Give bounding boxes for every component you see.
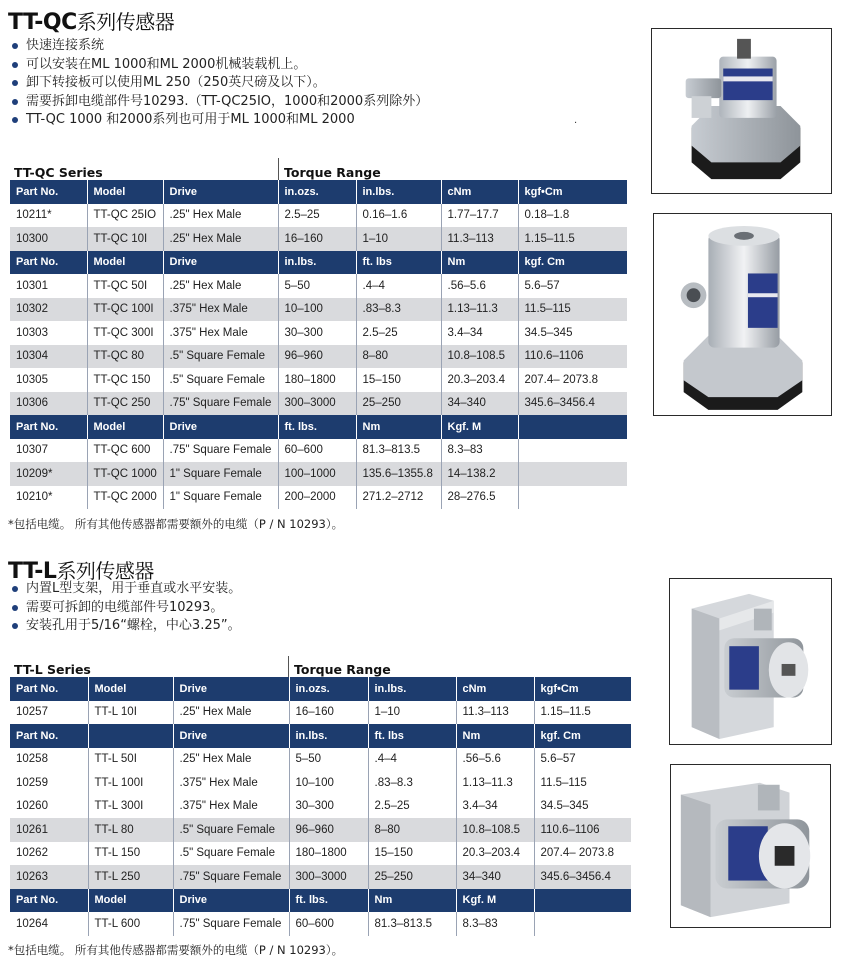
table-cell: 10307 xyxy=(10,439,87,463)
table-cell: .5" Square Female xyxy=(173,818,289,842)
table-cell: .25" Hex Male xyxy=(173,748,289,772)
column-header: Nm xyxy=(441,251,518,275)
table-cell: 25–250 xyxy=(356,392,441,416)
table-cell: 1" Square Female xyxy=(163,486,278,510)
table-cell: 1.13–11.3 xyxy=(441,298,518,322)
table-cell: 10259 xyxy=(10,771,88,795)
table-cell: .375" Hex Male xyxy=(173,771,289,795)
column-header: Kgf. M xyxy=(441,415,518,439)
table-cell: 34–340 xyxy=(441,392,518,416)
table-row xyxy=(10,462,627,486)
tt-l-footnote: *包括电缆。 所有其他传感器都需要额外的电缆（P / N 10293）。 xyxy=(8,943,344,957)
column-header: kgf. Cm xyxy=(534,724,631,748)
table-cell: 60–600 xyxy=(289,912,368,936)
table-cell: TT-L 300I xyxy=(88,795,173,819)
tt-l-title-en: TT-L xyxy=(8,559,57,584)
table-cell: 10211* xyxy=(10,204,87,228)
table-header-row xyxy=(10,724,631,748)
table-cell: .4–4 xyxy=(368,748,456,772)
column-header: cNm xyxy=(456,677,534,701)
table-header-row xyxy=(10,251,627,275)
table-cell: TT-L 100I xyxy=(88,771,173,795)
column-header: Part No. xyxy=(10,180,87,204)
tt-qc-sensor-photo-2 xyxy=(653,213,832,416)
column-header: in.lbs. xyxy=(356,180,441,204)
column-header: Drive xyxy=(173,889,289,913)
table-cell: 5.6–57 xyxy=(518,274,627,298)
table-cell: 10257 xyxy=(10,701,88,725)
table-row xyxy=(10,795,631,819)
table-cell: .83–8.3 xyxy=(368,771,456,795)
table-cell: 10263 xyxy=(10,865,88,889)
table-row xyxy=(10,771,631,795)
table-cell: .25" Hex Male xyxy=(163,274,278,298)
table-cell: 11.3–113 xyxy=(441,227,518,251)
table-cell: 28–276.5 xyxy=(441,486,518,510)
column-header: kgf•Cm xyxy=(534,677,631,701)
column-header: Part No. xyxy=(10,677,88,701)
table-cell: 300–3000 xyxy=(289,865,368,889)
table-cell: TT-L 150 xyxy=(88,842,173,866)
table-row xyxy=(10,227,627,251)
table-row xyxy=(10,818,631,842)
table-cell: 96–960 xyxy=(289,818,368,842)
list-item: 卸下转接板可以使用ML 250（250英尺磅及以下）。 xyxy=(10,74,428,93)
table-cell: 10.8–108.5 xyxy=(456,818,534,842)
column-header: in.lbs. xyxy=(289,724,368,748)
table-cell: 10302 xyxy=(10,298,87,322)
table-cell: .25" Hex Male xyxy=(163,227,278,251)
tt-qc-title-en: TT-QC xyxy=(8,10,77,35)
table-cell: 110.6–1106 xyxy=(518,345,627,369)
list-item: TT-QC 1000 和2000系列也可用于ML 1000和ML 2000 xyxy=(10,111,428,130)
table-cell: 10–100 xyxy=(289,771,368,795)
table-cell: 8–80 xyxy=(356,345,441,369)
list-item: 需要拆卸电缆部件号10293.（TT-QC25IO，1000和2000系列除外） xyxy=(10,93,428,112)
column-header xyxy=(88,724,173,748)
table-cell: .83–8.3 xyxy=(356,298,441,322)
tt-qc-spec-table xyxy=(10,180,627,509)
table-cell: 100–1000 xyxy=(278,462,356,486)
table-cell: TT-QC 25IO xyxy=(87,204,163,228)
table-cell: 10305 xyxy=(10,368,87,392)
table-cell: 0.16–1.6 xyxy=(356,204,441,228)
tt-qc-title-cn: 系列传感器 xyxy=(76,10,175,34)
table-cell: 5–50 xyxy=(289,748,368,772)
table-cell: 1" Square Female xyxy=(163,462,278,486)
tt-l-torque-range-label: Torque Range xyxy=(294,662,391,677)
table-cell: 300–3000 xyxy=(278,392,356,416)
table-row xyxy=(10,392,627,416)
column-header: kgf. Cm xyxy=(518,251,627,275)
table-cell: 10264 xyxy=(10,912,88,936)
column-header: Model xyxy=(87,180,163,204)
table-cell: 10300 xyxy=(10,227,87,251)
table-cell: .75" Square Female xyxy=(173,865,289,889)
table-cell: 135.6–1355.8 xyxy=(356,462,441,486)
table-cell: 10–100 xyxy=(278,298,356,322)
table-cell xyxy=(518,439,627,463)
table-cell: 11.5–115 xyxy=(518,298,627,322)
table-cell: 10260 xyxy=(10,795,88,819)
column-header: Part No. xyxy=(10,251,87,275)
column-header: in.lbs. xyxy=(278,251,356,275)
table-cell: TT-QC 2000 xyxy=(87,486,163,510)
column-header: ft. lbs. xyxy=(278,415,356,439)
table-cell: 345.6–3456.4 xyxy=(518,392,627,416)
table-cell: 1.15–11.5 xyxy=(518,227,627,251)
table-cell: 10306 xyxy=(10,392,87,416)
table-cell xyxy=(518,486,627,510)
column-header xyxy=(534,889,631,913)
torque-range-divider xyxy=(278,158,279,180)
column-header: Model xyxy=(87,415,163,439)
tt-l-spec-table xyxy=(10,677,631,936)
table-cell: 8.3–83 xyxy=(441,439,518,463)
table-cell xyxy=(518,462,627,486)
table-cell: 3.4–34 xyxy=(456,795,534,819)
column-header: Nm xyxy=(356,415,441,439)
table-cell: 20.3–203.4 xyxy=(456,842,534,866)
table-cell: 30–300 xyxy=(289,795,368,819)
table-cell: 10303 xyxy=(10,321,87,345)
table-cell: TT-QC 150 xyxy=(87,368,163,392)
list-item: 可以安装在ML 1000和ML 2000机械装载机上。 xyxy=(10,56,428,75)
table-cell: 15–150 xyxy=(356,368,441,392)
column-header: Part No. xyxy=(10,889,88,913)
tt-qc-torque-range-label: Torque Range xyxy=(284,165,381,180)
column-header: cNm xyxy=(441,180,518,204)
table-cell: 10262 xyxy=(10,842,88,866)
table-cell: 207.4– 2073.8 xyxy=(534,842,631,866)
table-cell: 3.4–34 xyxy=(441,321,518,345)
table-cell: 10209* xyxy=(10,462,87,486)
table-cell: 207.4– 2073.8 xyxy=(518,368,627,392)
column-header: kgf•Cm xyxy=(518,180,627,204)
table-row xyxy=(10,439,627,463)
list-item: 需要可拆卸的电缆部件号10293。 xyxy=(10,599,241,618)
table-cell: 14–138.2 xyxy=(441,462,518,486)
table-cell: .375" Hex Male xyxy=(163,321,278,345)
table-cell: TT-QC 300I xyxy=(87,321,163,345)
tt-l-title-cn: 系列传感器 xyxy=(56,559,154,583)
column-header: Model xyxy=(88,677,173,701)
table-cell: 10258 xyxy=(10,748,88,772)
table-cell: 96–960 xyxy=(278,345,356,369)
table-cell: TT-QC 50I xyxy=(87,274,163,298)
table-cell: 345.6–3456.4 xyxy=(534,865,631,889)
table-cell: 15–150 xyxy=(368,842,456,866)
table-cell: 11.3–113 xyxy=(456,701,534,725)
column-header: in.lbs. xyxy=(368,677,456,701)
column-header xyxy=(518,415,627,439)
table-cell: TT-QC 80 xyxy=(87,345,163,369)
table-cell: TT-QC 250 xyxy=(87,392,163,416)
tt-qc-feature-list xyxy=(10,37,428,130)
column-header: ft. lbs xyxy=(368,724,456,748)
table-cell: .75" Square Female xyxy=(173,912,289,936)
list-item: 快速连接系统 xyxy=(10,37,428,56)
torque-range-divider xyxy=(288,656,289,678)
column-header: Drive xyxy=(173,724,289,748)
table-row xyxy=(10,368,627,392)
table-cell: 10210* xyxy=(10,486,87,510)
table-cell: 34.5–345 xyxy=(534,795,631,819)
stray-mark: · xyxy=(574,118,578,129)
table-cell: 5–50 xyxy=(278,274,356,298)
table-cell: 1.77–17.7 xyxy=(441,204,518,228)
table-cell: 25–250 xyxy=(368,865,456,889)
table-cell: .25" Hex Male xyxy=(163,204,278,228)
table-cell: 20.3–203.4 xyxy=(441,368,518,392)
column-header: Drive xyxy=(163,251,278,275)
column-header: Kgf. M xyxy=(456,889,534,913)
column-header: Drive xyxy=(163,415,278,439)
column-header: in.ozs. xyxy=(289,677,368,701)
table-row xyxy=(10,842,631,866)
table-cell: .56–5.6 xyxy=(456,748,534,772)
table-row xyxy=(10,865,631,889)
column-header: Nm xyxy=(456,724,534,748)
table-cell: 271.2–2712 xyxy=(356,486,441,510)
table-cell: 60–600 xyxy=(278,439,356,463)
column-header: ft. lbs. xyxy=(289,889,368,913)
table-row xyxy=(10,486,627,510)
table-row xyxy=(10,912,631,936)
table-row xyxy=(10,321,627,345)
table-cell: 1–10 xyxy=(368,701,456,725)
table-cell: .375" Hex Male xyxy=(163,298,278,322)
tt-qc-series-label: TT-QC Series xyxy=(14,165,103,180)
table-cell: TT-L 80 xyxy=(88,818,173,842)
table-header-row xyxy=(10,415,627,439)
table-cell: .75" Square Female xyxy=(163,439,278,463)
table-cell: TT-QC 1000 xyxy=(87,462,163,486)
table-cell: 8–80 xyxy=(368,818,456,842)
table-cell: 0.18–1.8 xyxy=(518,204,627,228)
list-item: 内置L型支架，用于垂直或水平安装。 xyxy=(10,580,241,599)
table-cell xyxy=(534,912,631,936)
table-cell: TT-QC 100I xyxy=(87,298,163,322)
table-cell: 34–340 xyxy=(456,865,534,889)
table-cell: 1.13–11.3 xyxy=(456,771,534,795)
table-row xyxy=(10,298,627,322)
table-cell: .5" Square Female xyxy=(163,368,278,392)
tt-l-sensor-photo-2 xyxy=(670,764,831,928)
table-cell: 180–1800 xyxy=(278,368,356,392)
table-cell: 10304 xyxy=(10,345,87,369)
table-cell: TT-L 600 xyxy=(88,912,173,936)
tt-l-sensor-photo-1 xyxy=(669,578,832,745)
table-row xyxy=(10,204,627,228)
table-cell: 1.15–11.5 xyxy=(534,701,631,725)
column-header: Model xyxy=(87,251,163,275)
table-cell: 16–160 xyxy=(278,227,356,251)
table-cell: 81.3–813.5 xyxy=(368,912,456,936)
table-cell: 1–10 xyxy=(356,227,441,251)
table-row xyxy=(10,748,631,772)
table-row xyxy=(10,345,627,369)
table-cell: 34.5–345 xyxy=(518,321,627,345)
table-cell: .56–5.6 xyxy=(441,274,518,298)
table-cell: TT-L 50I xyxy=(88,748,173,772)
table-cell: 8.3–83 xyxy=(456,912,534,936)
tt-l-feature-list xyxy=(10,580,241,636)
table-header-row xyxy=(10,889,631,913)
column-header: Part No. xyxy=(10,724,88,748)
table-cell: .25" Hex Male xyxy=(173,701,289,725)
table-cell: 2.5–25 xyxy=(278,204,356,228)
table-cell: TT-L 10I xyxy=(88,701,173,725)
table-header-row xyxy=(10,677,631,701)
column-header: in.ozs. xyxy=(278,180,356,204)
table-cell: 200–2000 xyxy=(278,486,356,510)
table-cell: TT-L 250 xyxy=(88,865,173,889)
table-cell: 2.5–25 xyxy=(368,795,456,819)
column-header: Model xyxy=(88,889,173,913)
table-cell: 10301 xyxy=(10,274,87,298)
tt-qc-footnote: *包括电缆。 所有其他传感器都需要额外的电缆（P / N 10293）。 xyxy=(8,517,344,531)
table-row xyxy=(10,274,627,298)
table-cell: .5" Square Female xyxy=(163,345,278,369)
column-header: Drive xyxy=(173,677,289,701)
table-cell: 10.8–108.5 xyxy=(441,345,518,369)
table-cell: 110.6–1106 xyxy=(534,818,631,842)
tt-qc-sensor-photo-1 xyxy=(651,28,832,194)
table-cell: 10261 xyxy=(10,818,88,842)
column-header: Part No. xyxy=(10,415,87,439)
table-cell: TT-QC 10I xyxy=(87,227,163,251)
tt-qc-section-title xyxy=(8,6,174,35)
table-cell: 11.5–115 xyxy=(534,771,631,795)
table-cell: 16–160 xyxy=(289,701,368,725)
table-row xyxy=(10,701,631,725)
column-header: Nm xyxy=(368,889,456,913)
tt-l-series-label: TT-L Series xyxy=(14,662,91,677)
table-cell: 81.3–813.5 xyxy=(356,439,441,463)
table-cell: .75" Square Female xyxy=(163,392,278,416)
table-cell: 30–300 xyxy=(278,321,356,345)
table-cell: 2.5–25 xyxy=(356,321,441,345)
table-cell: .375" Hex Male xyxy=(173,795,289,819)
table-cell: TT-QC 600 xyxy=(87,439,163,463)
table-cell: .5" Square Female xyxy=(173,842,289,866)
table-cell: .4–4 xyxy=(356,274,441,298)
column-header: Drive xyxy=(163,180,278,204)
table-cell: 5.6–57 xyxy=(534,748,631,772)
table-cell: 180–1800 xyxy=(289,842,368,866)
list-item: 安装孔用于5/16“螺栓，中心3.25”。 xyxy=(10,617,241,636)
table-header-row xyxy=(10,180,627,204)
column-header: ft. lbs xyxy=(356,251,441,275)
